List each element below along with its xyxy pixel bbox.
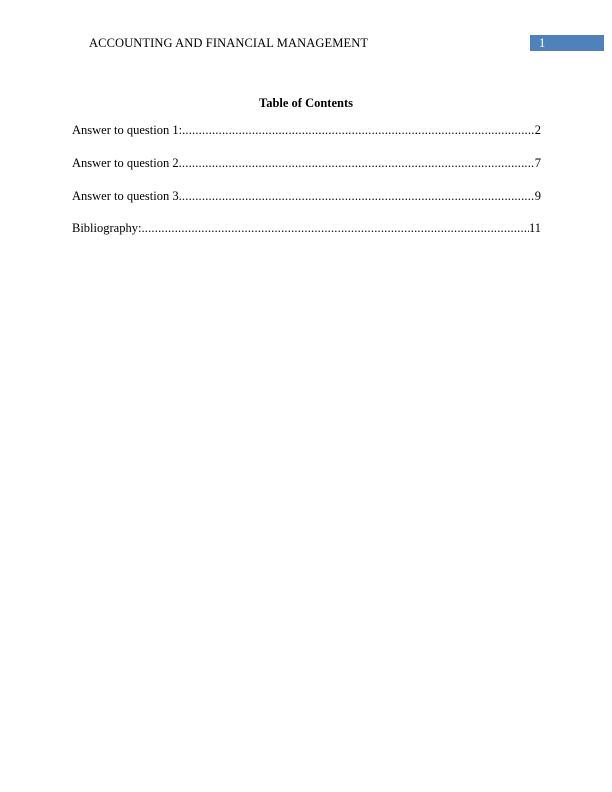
toc-entry-page: 11 [528,221,541,235]
toc-entry-label: Answer to question 2 [72,156,179,170]
toc-entry-label: Answer to question 1: [72,123,183,137]
toc-entry-question-3[interactable] [72,189,541,205]
toc-entry-page: 7 [534,156,541,170]
toc-dot-leader [179,189,535,204]
running-header-title: ACCOUNTING AND FINANCIAL MANAGEMENT [89,36,369,50]
toc-entry-label: Answer to question 3 [72,189,179,203]
toc-heading: Table of Contents [259,96,353,110]
toc-dot-leader [141,221,529,236]
page-number: 1 [539,36,546,50]
toc-entry-question-1[interactable] [72,123,541,139]
page-number-badge [530,35,604,51]
toc-entry-page: 9 [534,189,541,203]
toc-dot-leader [182,123,535,138]
toc-entry-bibliography[interactable] [72,221,541,237]
toc-entry-label: Bibliography: [72,221,142,235]
toc-entry-question-2[interactable] [72,156,541,172]
toc-entry-page: 2 [534,123,541,137]
toc-dot-leader [179,156,535,171]
